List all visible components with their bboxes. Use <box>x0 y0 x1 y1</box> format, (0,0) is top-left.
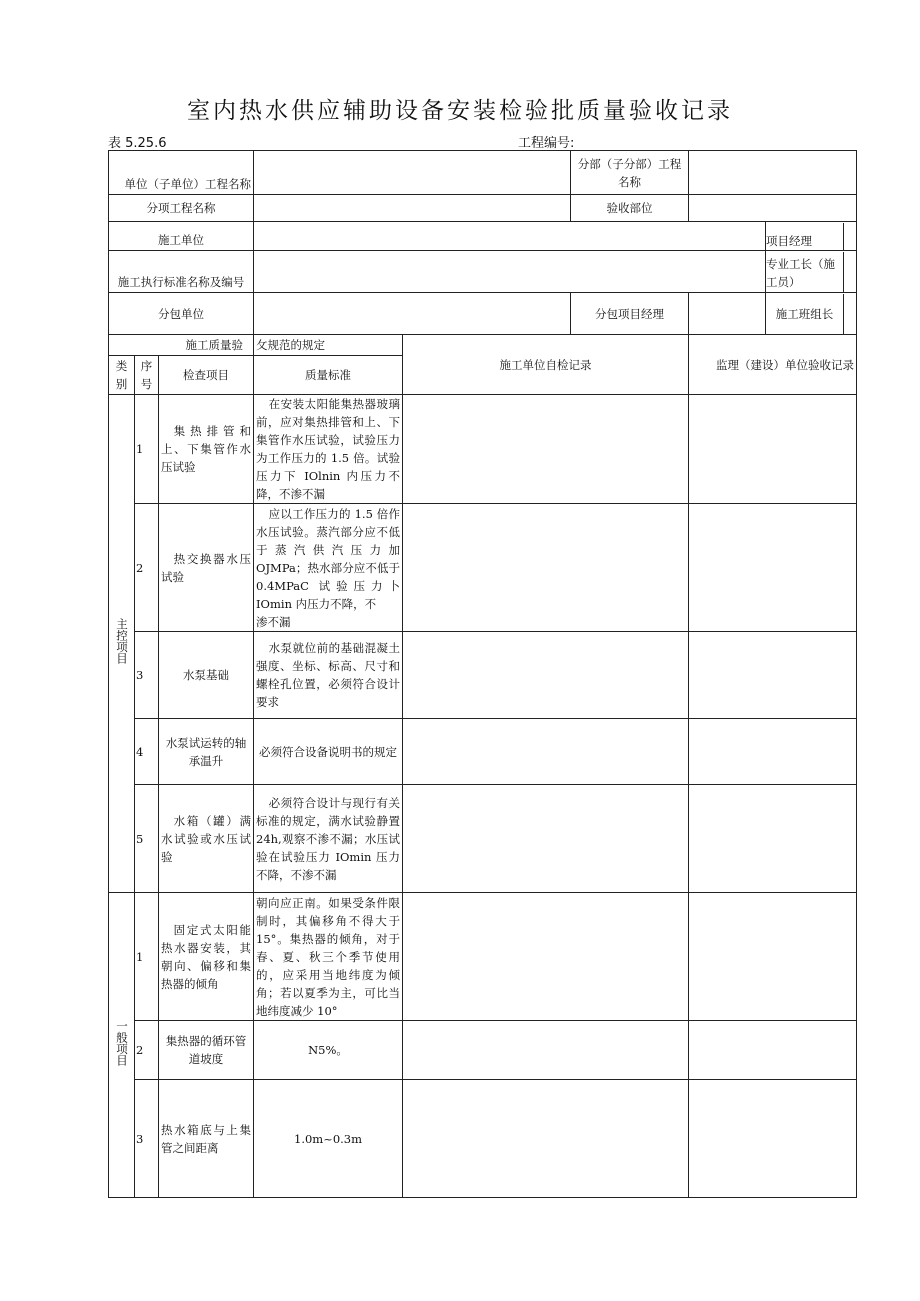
quality-standard: 1.0m~0.3m <box>254 1080 403 1198</box>
quality-standard: 必须符合设备说明书的规定 <box>254 719 403 785</box>
supervision-check-cell[interactable] <box>689 632 857 719</box>
quality-standard-continued: 渗不漏 <box>256 614 291 629</box>
check-item: 集热器的循环管道坡度 <box>159 1021 254 1080</box>
check-item: 固定式太阳能热水器安装，其朝向、偏移和集热器的倾角 <box>159 893 254 1021</box>
self-check-cell[interactable] <box>403 395 689 504</box>
supervision-check-cell[interactable] <box>689 1021 857 1080</box>
project-manager-value[interactable] <box>843 223 856 250</box>
subcontract-pm-value[interactable] <box>689 293 766 335</box>
foreman-label: 专业工长（施工员） <box>766 256 836 289</box>
project-number-label: 工程编号: <box>518 136 575 151</box>
construction-unit-value[interactable] <box>254 222 766 251</box>
unit-name-value[interactable] <box>254 151 571 195</box>
quality-standard: N5%。 <box>254 1021 403 1080</box>
self-check-cell[interactable] <box>403 504 689 632</box>
check-item-header: 检查项目 <box>159 356 254 395</box>
item-number: 3 <box>135 632 159 719</box>
supervision-check-cell[interactable] <box>689 395 857 504</box>
self-check-cell[interactable] <box>403 893 689 1021</box>
category-header: 类别 <box>109 356 135 395</box>
item-number: 3 <box>135 1080 159 1198</box>
construction-unit-label: 施工单位 <box>109 222 254 251</box>
quality-standard: 在安装太阳能集热器玻璃前，应对集热排管和上、下集管作水压试验，试验压力为工作压力的 1.5 倍。试验压力下 IOlnin 内压力不降，不渗不漏 <box>254 395 403 504</box>
sub-division-label: 分部（子分部）工程名称 <box>571 151 689 195</box>
main-category-label: 主控项目 <box>115 618 129 664</box>
acceptance-record-table <box>108 150 857 1198</box>
self-check-cell[interactable] <box>403 632 689 719</box>
project-manager-label: 项目经理 <box>766 233 813 248</box>
check-item: 水箱（罐）满水试验或水压试验 <box>159 785 254 893</box>
supervision-check-cell[interactable] <box>689 785 857 893</box>
standard-name-value[interactable] <box>254 251 766 293</box>
quality-standard-header: 质量标准 <box>254 356 403 395</box>
check-item: 热交换器水压试验 <box>159 504 254 632</box>
item-number: 4 <box>135 719 159 785</box>
standard-name-label: 施工执行标准名称及编号 <box>109 251 254 293</box>
supervision-check-header: 监理（建设）单位验收记录 <box>689 335 857 395</box>
item-number: 1 <box>135 395 159 504</box>
supervision-check-cell[interactable] <box>689 719 857 785</box>
quality-standard: 必须符合设计与现行有关标准的规定，满水试验静置 24h,观察不渗不漏；水压试验在试验压力 IOmin 压力不降，不渗不漏 <box>254 785 403 893</box>
sub-item-value[interactable] <box>254 195 571 222</box>
check-item: 水泵基础 <box>159 632 254 719</box>
supervision-check-cell[interactable] <box>689 1080 857 1198</box>
check-item: 热水箱底与上集管之间距离 <box>159 1080 254 1198</box>
item-number: 1 <box>135 893 159 1021</box>
team-leader-label: 施工班组长 <box>775 306 834 321</box>
supervision-check-cell[interactable] <box>689 504 857 632</box>
item-number: 2 <box>135 1021 159 1080</box>
general-category-label: 一般项目 <box>115 1019 129 1066</box>
quality-standard: 应以工作压力的 1.5 倍作水压试验。蒸汽部分应不低于蒸汽供汽压力加 OJMPa；热水部分应不低于 0.4MPaC 试验压力卜IOmin 内压力不降，不 <box>256 506 401 611</box>
acceptance-part-value[interactable] <box>689 195 857 222</box>
acceptance-part-label: 验收部位 <box>571 195 689 222</box>
self-check-header: 施工单位自检记录 <box>403 335 689 395</box>
team-leader-value[interactable] <box>843 294 856 334</box>
self-check-cell[interactable] <box>403 1021 689 1080</box>
subcontract-unit-label: 分包单位 <box>109 293 254 335</box>
quality-standard: 水泵就位前的基础混凝土强度、坐标、标高、尺寸和螺栓孔位置，必须符合设计要求 <box>254 632 403 719</box>
check-item: 集热排管和上、下集管作水压试验 <box>159 395 254 504</box>
subcontract-pm-label: 分包项目经理 <box>571 293 689 335</box>
subcontract-unit-value[interactable] <box>254 293 571 335</box>
page-title: 室内热水供应辅助设备安装检验批质量验收记录 <box>187 98 733 124</box>
foreman-value[interactable] <box>843 252 856 292</box>
quality-standard: 朝向应正南。如果受条件限制时，其偏移角不得大于 15°。集热器的倾角，对于春、夏、秋三个季节使用的，应采用当地纬度为倾角；若以夏季为主，可比当地纬度减少 10° <box>254 893 403 1021</box>
sub-division-value[interactable] <box>689 151 857 195</box>
sub-item-label: 分项工程名称 <box>109 195 254 222</box>
self-check-cell[interactable] <box>403 1080 689 1198</box>
quality-spec-label-a: 施工质量验 <box>109 335 254 356</box>
unit-name-label: 单位（子单位）工程名称 <box>109 151 254 195</box>
supervision-check-cell[interactable] <box>689 893 857 1021</box>
self-check-cell[interactable] <box>403 785 689 893</box>
item-number: 5 <box>135 785 159 893</box>
seq-header: 序号 <box>135 356 159 395</box>
quality-spec-label-b: 攵规范的规定 <box>254 335 403 356</box>
check-item: 水泵试运转的轴承温升 <box>159 719 254 785</box>
item-number: 2 <box>135 504 159 632</box>
table-number: 表 5.25.6 <box>108 136 167 151</box>
self-check-cell[interactable] <box>403 719 689 785</box>
